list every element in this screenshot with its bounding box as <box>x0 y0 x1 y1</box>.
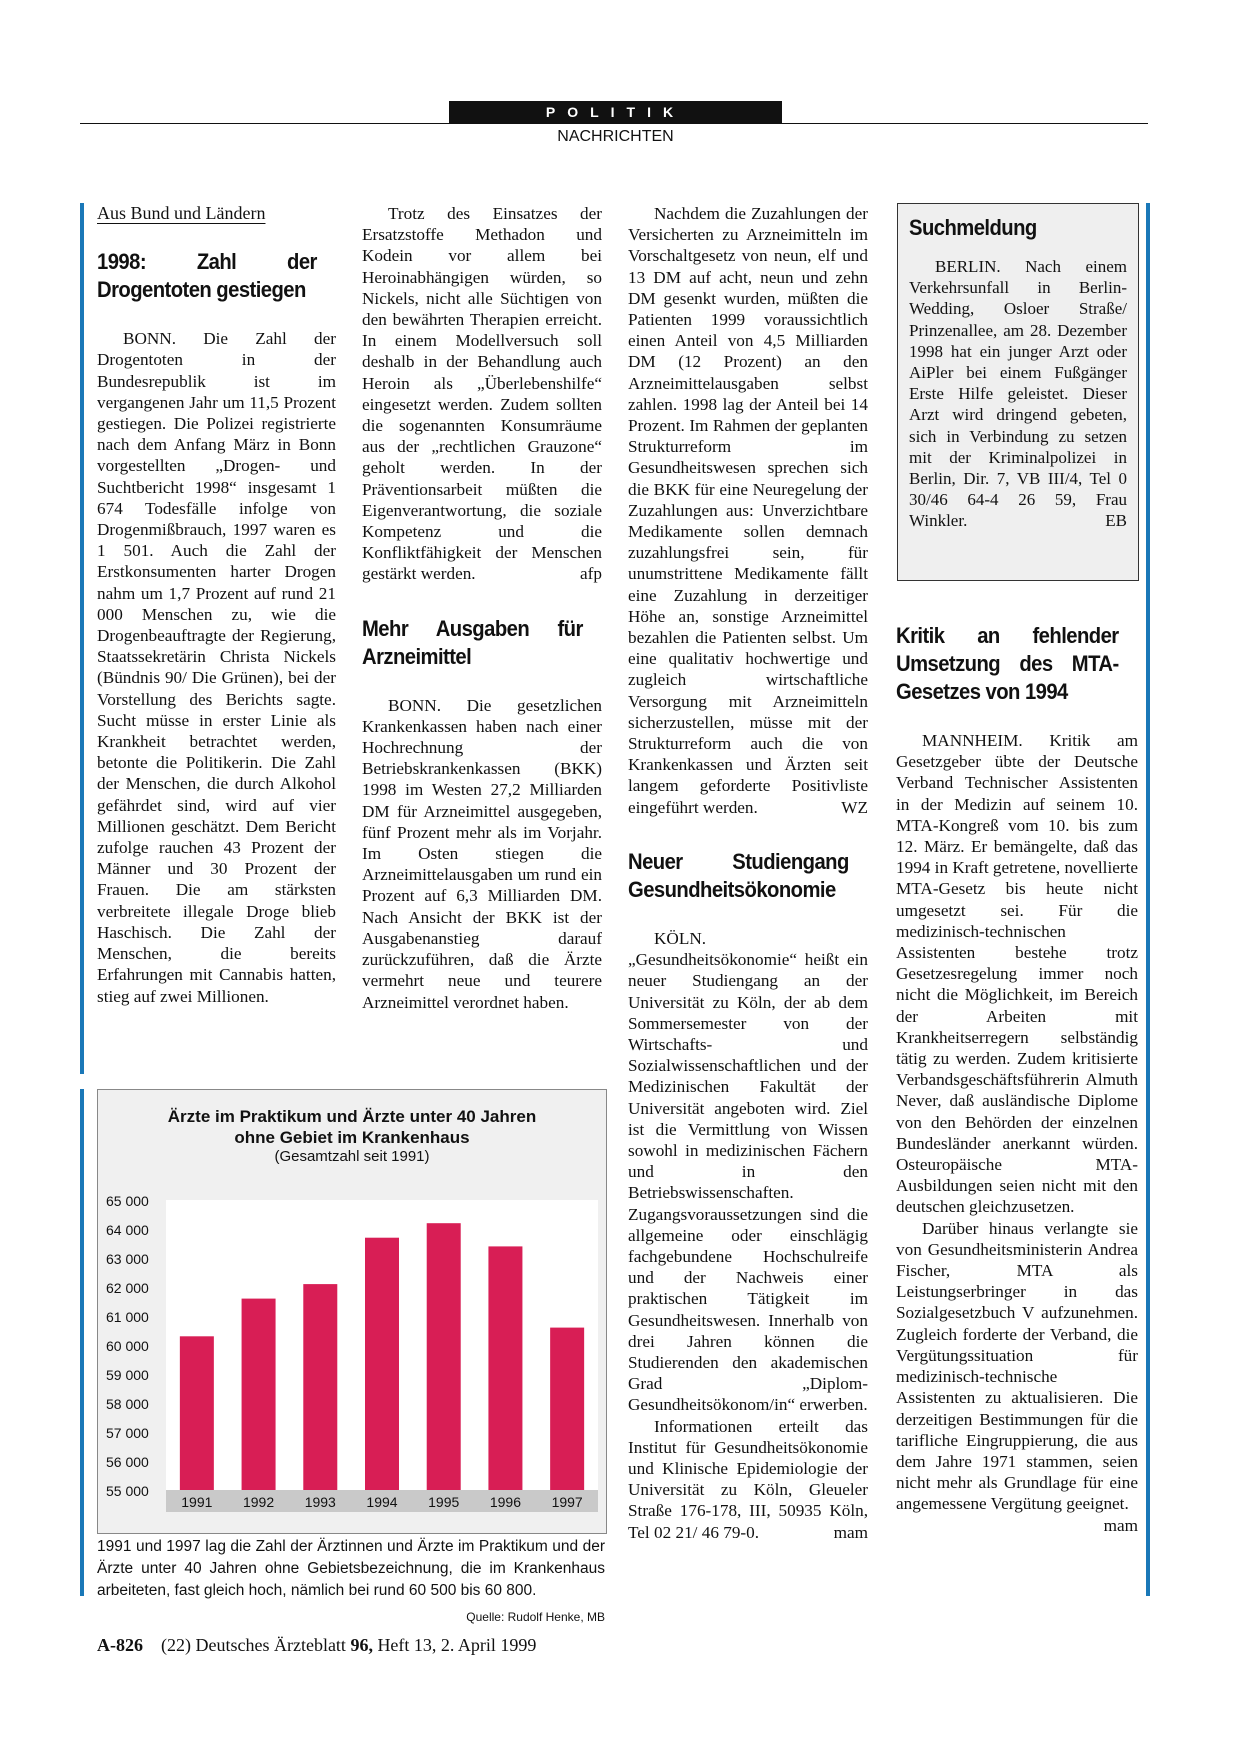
y-tick-label: 62 000 <box>106 1280 149 1296</box>
x-tick-label: 1991 <box>181 1494 213 1510</box>
article-headline: Mehr Ausgaben für Arzneimittel <box>362 615 583 669</box>
article-headline: Neuer Studiengang Gesundheitsökonomie <box>628 848 849 902</box>
bar-1994 <box>365 1238 399 1490</box>
x-tick-label: 1995 <box>428 1494 460 1510</box>
chart-accent-bar <box>80 1089 84 1596</box>
bar-1991 <box>180 1336 214 1490</box>
bar-1997 <box>550 1328 584 1490</box>
bar-chart <box>97 1089 607 1534</box>
section-label: Aus Bund und Ländern <box>97 203 266 223</box>
article-body: KÖLN. „Gesundheitsökonomie“ heißt ein neuer Studiengang an der Universität zu Köln, der ab dem Sommersemester von der Wirtschafts- und Sozialwissenschaftlichen und der Medizinischen Fakultät der Universität angeboten wird. Ziel ist die Vermittlung von Wissen sowohl in medizinischen Fächern und in den Betriebswissenschaften. Zugangsvoraussetzungen sind die allgemeine oder einschlägig fachgebundene Hochschulreife und der Nachweis einer praktischen Tätigkeit im Gesundheitswesen. Innerhalb von drei Jahren können die Studierenden den akademischen Grad „Diplom-Gesundheitsökonom/in“ erwerben. <box>628 928 868 1415</box>
notice-body: BERLIN. Nach einem Verkehrsunfall in Berlin-Wedding, Osloer Straße/ Prinzenallee, am 28. Dezember 1998 hat ein junger Arzt oder AiPler bei einem Fußgänger Erste Hilfe geleistet. Dieser Arzt wird dringend gebeten, sich in Verbindung zu setzen mit der Kriminalpolizei in Berlin, Dir. 7, VB III/4, Tel 0 30/46 64-4 26 59, Frau Winkler. EB <box>909 257 1127 531</box>
column-accent-bar <box>80 203 84 1074</box>
notice-box <box>897 203 1139 581</box>
y-tick-label: 56 000 <box>106 1454 149 1470</box>
x-tick-label: 1993 <box>304 1494 336 1510</box>
x-tick-label: 1994 <box>366 1494 398 1510</box>
y-tick-label: 60 000 <box>106 1338 149 1354</box>
chart-caption: 1991 und 1997 lag die Zahl der Ärztinnen und Ärzte im Praktikum und der Ärzte unter 40 Jahren ohne Gebietsbezeichnung, die im Krankenhaus arbeiteten, fast gleich hoch, nämlich bei rund 60 500 bis 60 800. Quelle: Rudolf Henke, MB <box>97 1536 605 1628</box>
x-tick-label: 1996 <box>489 1494 522 1510</box>
y-tick-label: 65 000 <box>106 1193 149 1209</box>
footer-volume: 96, <box>350 1635 373 1655</box>
chart-plot <box>98 1190 606 1533</box>
y-tick-label: 58 000 <box>106 1396 149 1412</box>
y-tick-label: 57 000 <box>106 1425 149 1441</box>
chart-title-line2: ohne Gebiet im Krankenhaus <box>234 1128 470 1147</box>
bar-1996 <box>488 1246 522 1490</box>
x-tick-label: 1997 <box>551 1494 583 1510</box>
article-body: Trotz des Einsatzes der Ersatzstoffe Methadon und Kodein vor allem bei Heroinabhängigen würden, so Nickels, nicht alle Süchtigen von den bewährten Therapien erreicht. In einem Modellversuch soll deshalb in der Behandlung auch Heroin als „Überlebenshilfe“ eingesetzt werden. Zudem sollten die sogenannten Konsumräume aus der „rechtlichen Grauzone“ geholt werden. In der Präventionsarbeit müßten die Eigenverantwortung, die soziale Kompetenz und die Konfliktfähigkeit der Menschen gestärkt werden. afp <box>362 204 602 584</box>
footer-issue: (22) Deutsches Ärzteblatt <box>161 1635 346 1655</box>
article-body: BONN. Die gesetzlichen Krankenkassen haben nach einer Hochrechnung der Betriebskrankenkassen (BKK) 1998 im Westen 27,2 Milliarden DM für Arzneimittel ausgegeben, fünf Prozent mehr als im Vorjahr. Im Osten stiegen die Arzneimittelausgaben um rund ein Prozent auf 6,3 Milliarden DM. Nach Ansicht der BKK ist der Ausgabenanstieg darauf zurückzuführen, daß die Ärzte vermehrt neue und teurere Arzneimittel verordnet haben. <box>362 695 602 1012</box>
chart-subtitle: (Gesamtzahl seit 1991) <box>274 1148 430 1165</box>
article-headline: Kritik an fehlender Umsetzung des MTA-Gesetzes von 1994 <box>896 623 1119 704</box>
article-body: BONN. Die Zahl der Drogentoten in der Bundesrepublik ist im vergangenen Jahr um 11,5 Prozent gestiegen. Die Polizei registrierte nach dem Anfang März in Bonn vorgestellten „Drogen- und Suchtbericht 1998“ insgesamt 1 674 Todesfälle infolge von Drogenmißbrauch, 1997 waren es 1 501. Auch die Zahl der Erstkonsumenten harter Drogen nahm um 1,7 Prozent auf rund 21 000 Menschen zu, wie die Drogenbeauftragte der Regierung, Staatssekretärin Christa Nickels (Bündnis 90/ Die Grünen), bei der Vorstellung des Berichts sagte. Sucht müsse in erster Linie als Krankheit betrachtet werden, betonte die Politikerin. Die Zahl der Menschen, die durch Alkohol gefährdet sind, wird auf vier Millionen geschätzt. Dem Bericht zufolge rauchen 43 Prozent der Männer und 30 Prozent der Frauen. Die am stärksten verbreitete illegale Droge blieb Haschisch. Die Zahl der Menschen, die bereits Erfahrungen mit Cannabis hatten, stieg auf zwei Millionen. <box>97 329 336 1006</box>
article-signature: afp <box>580 564 602 584</box>
chart-source: Quelle: Rudolf Henke, MB <box>466 1610 605 1624</box>
bar-1995 <box>427 1223 461 1490</box>
bar-1993 <box>303 1284 337 1490</box>
x-tick-label: 1992 <box>242 1494 275 1510</box>
article-body: MANNHEIM. Kritik am Gesetzgeber übte der Deutsche Verband Technischer Assistenten in der Medizin auf seinem 10. MTA-Kongreß vom 10. bis zum 12. März. Er bemängelte, daß das 1994 in Kraft getretene, novellierte MTA-Gesetz bis heute nicht umgesetzt sei. Für die medizinisch-technischen Assistenten bestehe trotz Gesetzesregelung immer noch nicht die Möglichkeit, im Bereich der Arbeiten mit Krankheitserregern selbständig tätig zu werden. Zudem kritisierte Verbandsgeschäftsführerin Almuth Never, daß ausländische Diplome von den Behörden der einzelnen Bundesländer anerkannt würden. Osteuropäische MTA-Ausbildungen seien nicht mit den deutschen gleichzusetzen. <box>896 731 1138 1217</box>
notice-headline: Suchmeldung <box>909 215 1037 240</box>
article-body: Informationen erteilt das Institut für Gesundheitsökonomie und Klinische Epidemiologie der Universität zu Köln, Gleueler Straße 176-178, III, 50935 Köln, Tel 02 21/ 46 79-0. mam <box>628 1416 868 1542</box>
bar-1992 <box>242 1299 276 1490</box>
footer-date: Heft 13, 2. April 1999 <box>377 1635 537 1655</box>
page-number: A-826 <box>97 1635 143 1655</box>
y-tick-label: 63 000 <box>106 1251 149 1267</box>
y-tick-label: 61 000 <box>106 1309 149 1325</box>
column-2 <box>362 203 602 1013</box>
article-headline: 1998: Zahl der Drogentoten gestiegen <box>97 249 317 303</box>
column-accent-bar-right <box>1146 203 1150 1596</box>
y-tick-label: 64 000 <box>106 1222 149 1238</box>
article-signature: mam <box>1103 1515 1138 1535</box>
article-body: Nachdem die Zuzahlungen der Versicherten zu Arzneimitteln im Vorschaltgesetz von neun, elf und 13 DM auf acht, neun und zehn DM gesenkt wurden, müßten die Patienten 1999 voraussichtlich einen Anteil von 4,5 Milliarden DM (12 Prozent) an den Arzneimittelausgaben selbst zahlen. 1998 lag der Anteil bei 14 Prozent. Im Rahmen der geplanten Strukturreform im Gesundheitswesen sprechen sich die BKK für eine Neuregelung der Zuzahlungen aus: Unverzichtbare Medikamente sollen demnach zuzahlungsfrei sein, für unumstrittene Medikamente fällt eine Zuzahlung in derzeitiger Höhe an, sonstige Arzneimittel bezahlen die Patienten selbst. Um eine qualitativ hochwertige und zugleich wirtschaftliche Versorgung mit Arzneimitteln sicherzustellen, müsse mit der Strukturreform auch die von Krankenkassen und Ärzten seit langem geforderte Positivliste eingeführt werden. WZ <box>628 204 868 817</box>
article-signature: mam <box>833 1522 868 1542</box>
header-rule <box>80 123 1148 124</box>
column-4 <box>896 622 1138 1536</box>
column-1 <box>97 203 336 1007</box>
article-body: Darüber hinaus verlangte sie von Gesundheitsministerin Andrea Fischer, MTA als Leistungserbringer in das Sozialgesetzbuch V aufzunehmen. Zugleich forderte der Verband, die Vergütungssituation für medizinisch-technische Assistenten zu aktualisieren. Die derzeitigen Bestimmungen für die tarifliche Eingruppierung, die aus dem Jahre 1971 stammen, seien nicht mehr als Grundlage für eine angemessene Vergütung geeignet. mam <box>896 1218 1138 1535</box>
y-tick-label: 59 000 <box>106 1367 149 1383</box>
chart-title-line1: Ärzte im Praktikum und Ärzte unter 40 Jahren <box>167 1107 537 1126</box>
notice-signature: EB <box>1105 511 1127 531</box>
section-subtitle: NACHRICHTEN <box>557 128 674 145</box>
y-tick-label: 55 000 <box>106 1483 149 1499</box>
page-footer <box>97 1635 536 1656</box>
article-signature: WZ <box>841 797 868 817</box>
section-kicker: POLITIK <box>449 101 782 123</box>
column-3 <box>628 203 868 1543</box>
